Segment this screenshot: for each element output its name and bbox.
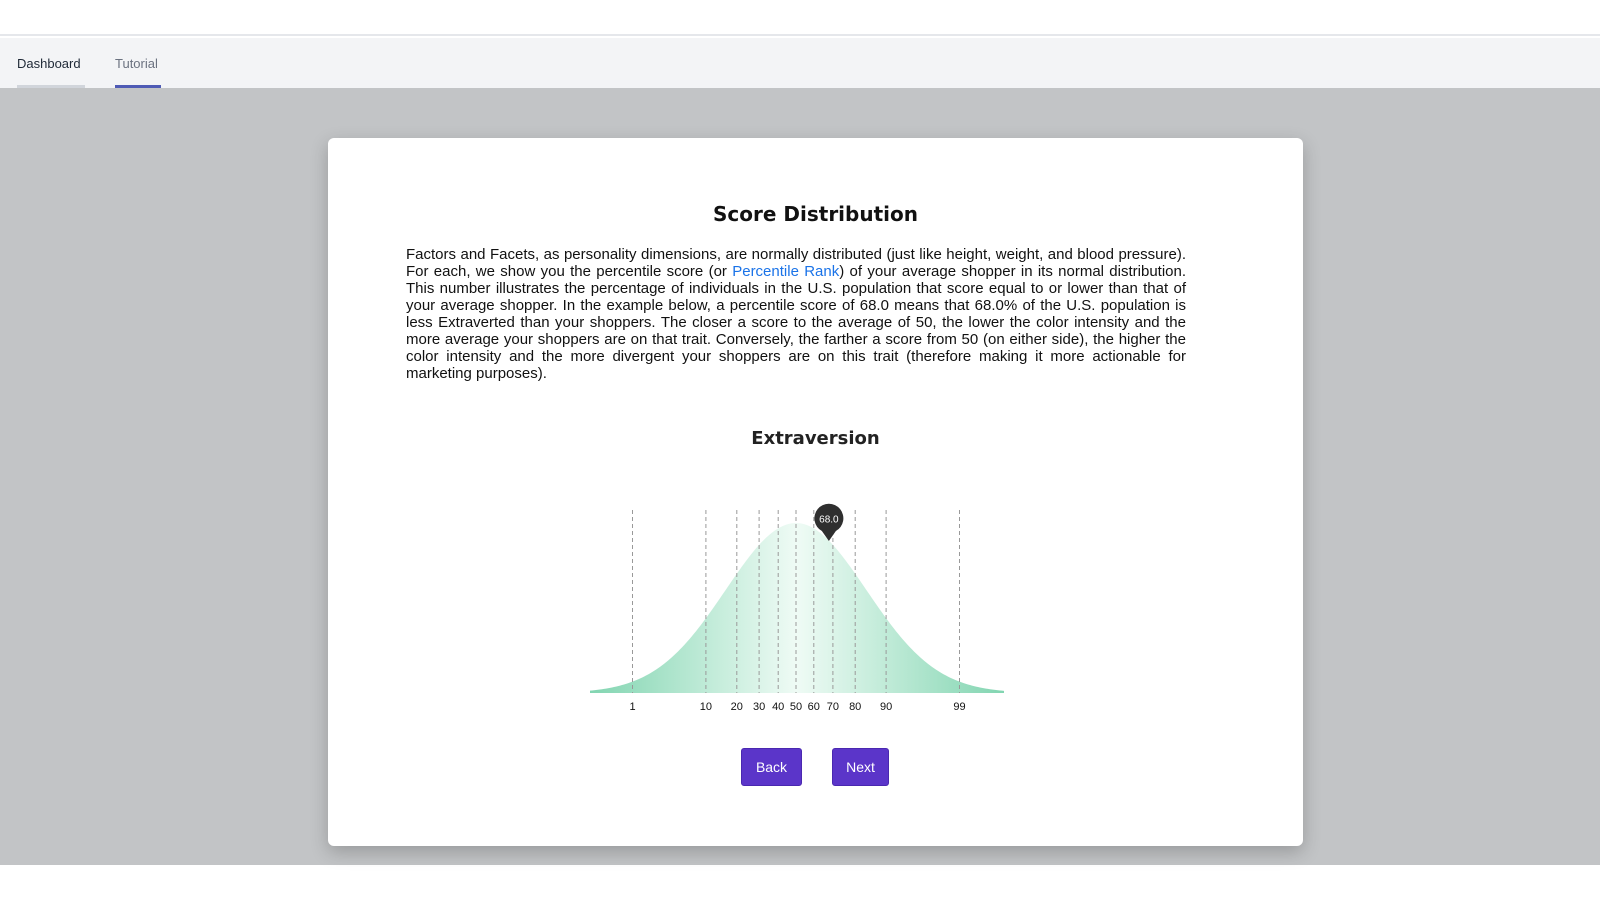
tab-tutorial[interactable]: [115, 38, 161, 88]
tutorial-modal: [328, 138, 1303, 846]
next-button[interactable]: Next: [832, 748, 889, 786]
percentile-tick-labels: [629, 701, 965, 713]
tick-label-99: 99: [953, 701, 966, 713]
tab-dashboard[interactable]: [17, 38, 85, 88]
tick-label-40: 40: [772, 701, 785, 713]
chart-title: Extraversion: [751, 428, 880, 449]
score-marker-label: 68.0: [819, 514, 839, 526]
tick-label-10: 10: [699, 701, 713, 713]
modal-title: Score Distribution: [713, 202, 918, 226]
back-button[interactable]: Back: [741, 748, 802, 786]
tick-label-80: 80: [849, 701, 862, 713]
tick-label-70: 70: [826, 701, 840, 713]
distribution-chart: [328, 138, 1303, 738]
tab-tutorial-label: Tutorial: [115, 55, 158, 71]
top-bar: [0, 0, 1600, 36]
tick-label-30: 30: [752, 701, 766, 713]
tick-label-50: 50: [789, 701, 803, 713]
percentile-rank-link[interactable]: Percentile Rank: [732, 263, 840, 280]
tick-label-90: 90: [879, 701, 893, 713]
description-text-end: ) of your average shopper in its normal distribution. This number illustrates the percentage of individuals in the U.S. population that score equal to or lower than that of your average shopper. In the example below, a percentile score of 68.0 means that 68.0% of the U.S. population is less Extraverted than your shoppers. The closer a score to the average of 50, the lower the color intensity and the more average your shoppers are on that trait. Conversely, the farther a score from 50 (on either side), the higher the color intensity and the more divergent your shoppers are on this trait (therefore making it more actionable for marketing purposes).: [406, 263, 1187, 382]
tick-label-60: 60: [807, 701, 820, 713]
description-text-start: Factors and Facets, as personality dimensions, are normally distributed (just like height, weight, and blood pressure). For each, we show you the percentile score (or: [406, 246, 1186, 280]
tick-label-1: 1: [629, 701, 636, 713]
tab-dashboard-label: Dashboard: [17, 55, 81, 71]
tick-label-20: 20: [730, 701, 743, 713]
tab-bar: [0, 38, 1600, 88]
bell-curve-area: [590, 523, 1004, 693]
